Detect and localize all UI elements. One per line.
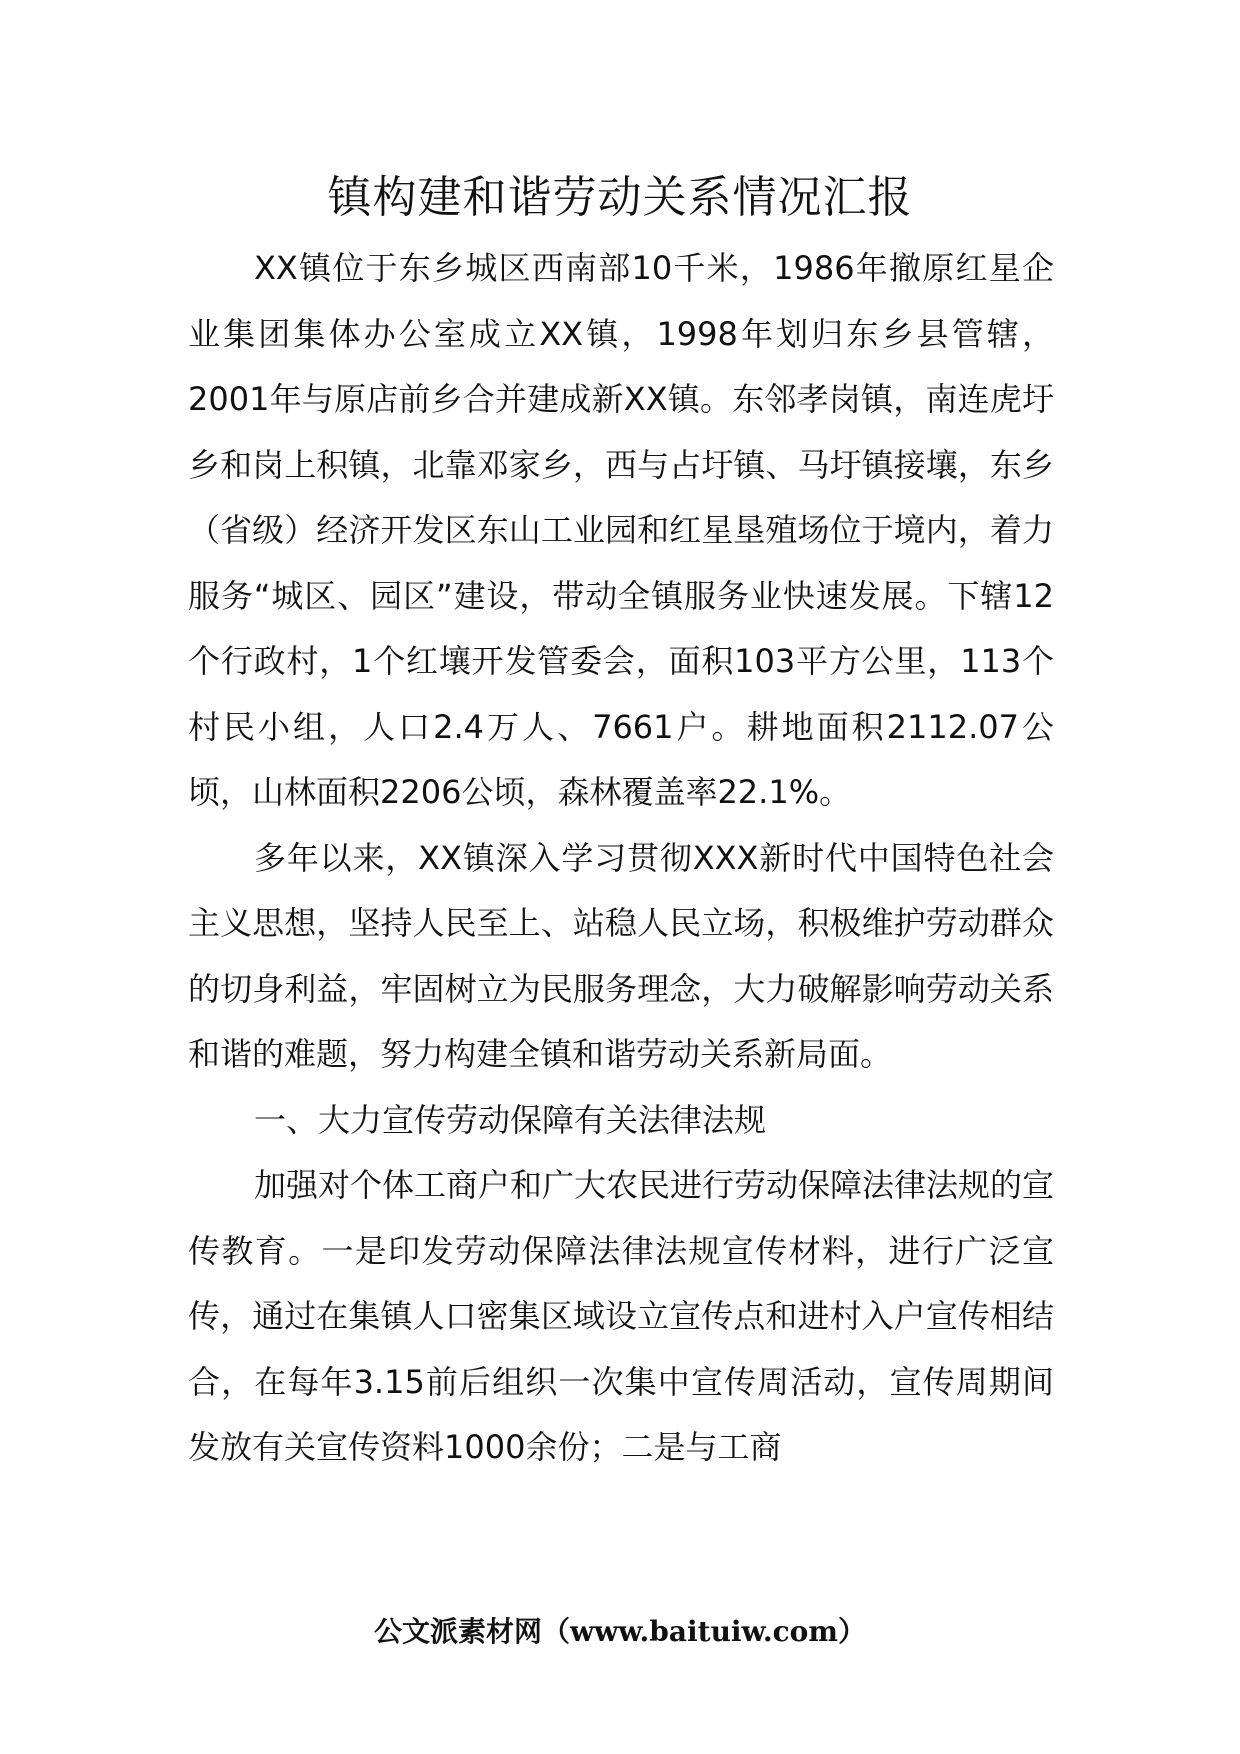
section-heading-1: 一、大力宣传劳动保障有关法律法规: [254, 1100, 767, 1139]
footer-watermark: 公文派素材网（www.baituiw.com）: [374, 1615, 866, 1648]
paragraph-overview: XX镇位于东乡城区西南部10千米，1986年撤原红星企业集团集体办公室成立XX镇，1998年划归东乡县管辖，2001年与原店前乡合并建成新XX镇。东邻孝岗镇，南连虎圩乡和岗上积镇，北靠邓家乡，西与占圩镇、马圩镇接壤，东乡（省级）经济开发区东山工业园和红星垦殖场位于境内，着力服务“城区、园区”建设，带动全镇服务业快速发展。下辖12个行政村，1个红壤开发管委会，面积103平方公里，113个村民小组，人口2.4万人、7661户。耕地面积2112.07公顷，山林面积2206公顷，森林覆盖率22.1%。: [188, 249, 1054, 811]
paragraph-section-1: 加强对个体工商户和广大农民进行劳动保障法律法规的宣传教育。一是印发劳动保障法律法规宣传材料，进行广泛宣传，通过在集镇人口密集区域设立宣传点和进村入户宣传相结合，在每年3.15前后组织一次集中宣传周活动，宣传周期间发放有关宣传资料1000余份；二是与工商: [188, 1166, 1055, 1466]
document-title: 镇构建和谐劳动关系情况汇报: [327, 172, 913, 223]
paragraph-summary: 多年以来，XX镇深入学习贯彻XXX新时代中国特色社会主义思想，坚持人民至上、站稳人民立场，积极维护劳动群众的切身利益，牢固树立为民服务理念，大力破解影响劳动关系和谐的难题，努力构建全镇和谐劳动关系新局面。: [188, 838, 1054, 1073]
document-body: [188, 236, 1054, 1481]
